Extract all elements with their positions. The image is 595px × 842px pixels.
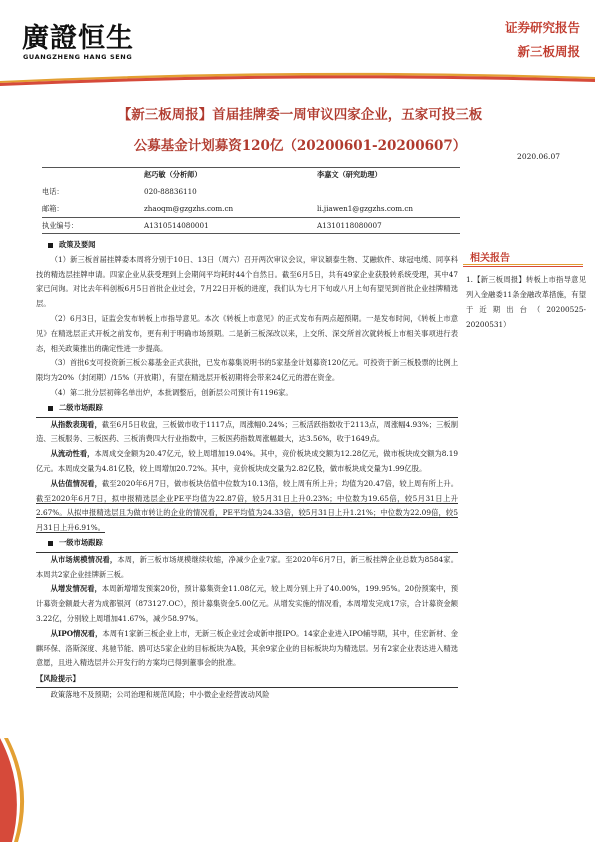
liquidity-lead: 从流动性看，: [50, 449, 95, 459]
liquidity-paragraph: [36, 447, 458, 477]
index-paragraph: [36, 418, 458, 448]
phone-number: 020-88836110: [144, 187, 197, 196]
contact-mid-divider: [42, 217, 460, 218]
index-lead: 从指数表现看，: [50, 419, 102, 429]
bullet-square-icon: [48, 243, 53, 248]
liquidity-text: 本周成交金额为20.47亿元，较上周增加19.04%。其中，竞价板块成交额为12.28亿元，做市板块成交额为8.19亿元。本周成交量为4.81亿股，较上周增加20.72%。其中，竞价板块成交量为2.82亿股，做市板块成交量为1.99亿股。: [36, 449, 458, 473]
scale-paragraph: [36, 553, 458, 583]
policy-paragraph: （4）第二批分层初筛名单出炉，本批调整后，创新层公司预计有1196家。: [50, 387, 293, 397]
analyst1-name: 赵巧敏（分析师）: [144, 170, 202, 179]
related-reports-divider: [463, 264, 583, 267]
bullet-square-icon: [48, 406, 53, 411]
license-label: 执业编号：: [42, 221, 78, 230]
brand-logo-text: 廣證恒生: [22, 23, 134, 54]
header-decorative-band: [0, 65, 595, 87]
issue-paragraph: [36, 582, 458, 626]
brand-logo-subtitle: GUANGZHENG HANG SENG: [23, 53, 133, 61]
report-date: 2020.06.07: [517, 152, 560, 161]
analyst1-license: A1310514080001: [144, 221, 209, 230]
section-primary-heading: [36, 536, 458, 551]
policy-paragraph: （1）新三板首届挂牌委本周将分别于10日、13日（周六）召开两次审议会议，审议颖泰生物、艾融软件、球冠电缆、同享科技的精选层挂牌申请。四家企业从获受理到上会期间平均耗时44个自然日。截至6月5日，共有49家企业获股转系统受理，其中47家已问询。对比去年科创板6月5日首批企业过会，7月22日开板的进度，我们认为七月下旬或八月上旬有望见到首批企业挂牌精选层。: [36, 254, 458, 309]
email-label: 邮箱：: [42, 204, 64, 213]
related-report-link[interactable]: 1.【新三板周报】转板上市指导意见列入金融委11条金融改革措施，有望于近期出台（20200525-20200531）: [466, 275, 586, 329]
policy-paragraph: （2）6月3日，证监会发布转板上市指导意见。本次《转板上市意见》的正式发布有两点超预期。一是发布时间，《转板上市意见》在精选层正式开板之前发布，更有利于明确市场预期。二是新三板深改以来，上交所、深交所首次就转板上市相关事项进行表态，相关政策推出的确定性进一步提高。: [36, 313, 458, 353]
phone-label: 电话：: [42, 187, 64, 196]
section-secondary-title: 二级市场跟踪: [59, 402, 103, 412]
ipo-text: 本周有1家新三板企业上市，无新三板企业过会或新申报IPO。14家企业进入IPO辅导期，其中，佳宏新材、金麒环保、洛斯深度、兆驰节能、鸥可达5家企业的目标板块为A股，其余9家企业的目标板块均为精选层。另有2家企业表达进入精选意愿，且进入精选层并公开发行的方案均已得到董事会的批准。: [36, 628, 458, 668]
report-title-line2: 公募基金计划募资120亿（20200601-20200607）: [133, 138, 467, 154]
report-series-label: 新三板周报: [517, 44, 580, 59]
issue-lead: 从增发情况看，: [50, 584, 102, 594]
report-type-label: 证券研究报告: [504, 20, 580, 35]
scale-text: 本周，新三板市场规模继续收缩，净减少企业7家。至2020年6月7日，新三板挂牌企业总数为8584家。本周共2家企业挂牌新三板。: [36, 554, 458, 579]
risk-heading: 【风险提示】: [36, 672, 458, 688]
bullet-square-icon: [48, 541, 53, 546]
related-reports-title: 相关报告: [470, 253, 510, 264]
ipo-lead: 从IPO情况看，: [50, 628, 103, 638]
report-body: [36, 238, 458, 703]
analyst2-email[interactable]: li.jiawen1@gzgzhs.com.cn: [317, 204, 413, 213]
analyst2-name: 李嘉文（研究助理）: [317, 170, 382, 179]
valuation-text: 截至2020年6月7日，做市板块估值中位数为10.13倍，较上周有所上升；均值为20.47倍，较上周有所上升。: [101, 478, 458, 488]
section-policy-heading: [36, 238, 458, 253]
index-text: 截至6月5日收盘，三板做市收于1117点，周涨幅0.24%；三板活跃指数收于2113点，周涨幅4.93%；三板制造、三板服务、三板医药、三板消费四大行业指数中，三板医药指数周涨幅最大，达3.56%，收于1649点。: [36, 419, 458, 444]
contact-bottom-divider: [42, 233, 460, 234]
analyst2-license: A1310118080007: [317, 221, 382, 230]
scale-lead: 从市场规模情况看，: [50, 554, 118, 564]
ipo-paragraph: [36, 627, 458, 671]
section-secondary-heading: [36, 401, 458, 416]
report-title-line1: 【新三板周报】首届挂牌委一周审议四家企业，五家可投三板: [117, 107, 483, 123]
section-primary-title: 一级市场跟踪: [59, 537, 103, 547]
risk-text: 政策落地不及预期；公司治理和规范风险；中小微企业经营波动风险: [50, 689, 270, 699]
contact-top-divider: [42, 167, 460, 168]
valuation-underlined-text: 截至2020年6月7日，拟申报精选层企业PE平均值为22.87倍，较5月31日上升0.23%；中位数为19.65倍，较5月31日上升2.67%。从拟申报精选层且为做市转让的企业的情况看，PE平均值为24.33倍，较5月31日上升1.21%；中位数为22.09倍，较5月31日上升6.91%。: [36, 493, 458, 533]
valuation-paragraph: [36, 477, 458, 536]
corner-decoration: [0, 738, 32, 842]
analyst1-email[interactable]: zhaoqm@gzgzhs.com.cn: [144, 204, 234, 213]
issue-text: 本周新增增发预案20份，预计募集资金11.08亿元，较上周分别上升了40.00%，199.95%。20份预案中，预计募资金额最大者为成都银河（873127.OC），预计募集资金5.00亿元。从增发实施的情况看，本周增发完成17宗，合计募资金额3.22亿，分别较上周增加41.67%，减少58.97%。: [36, 584, 459, 623]
valuation-lead: 从估值情况看，: [50, 478, 102, 488]
policy-paragraph: （3）首批6支可投资新三板公募基金正式获批，已发布募集说明书的5家基金计划募资120亿元。可投资于新三板股票的比例上限均为20%（封闭期）/15%（开放期），有望在精选层开板初期将会带来24亿元的潜在资金。: [36, 358, 458, 383]
section-policy-title: 政策及要闻: [59, 240, 96, 249]
